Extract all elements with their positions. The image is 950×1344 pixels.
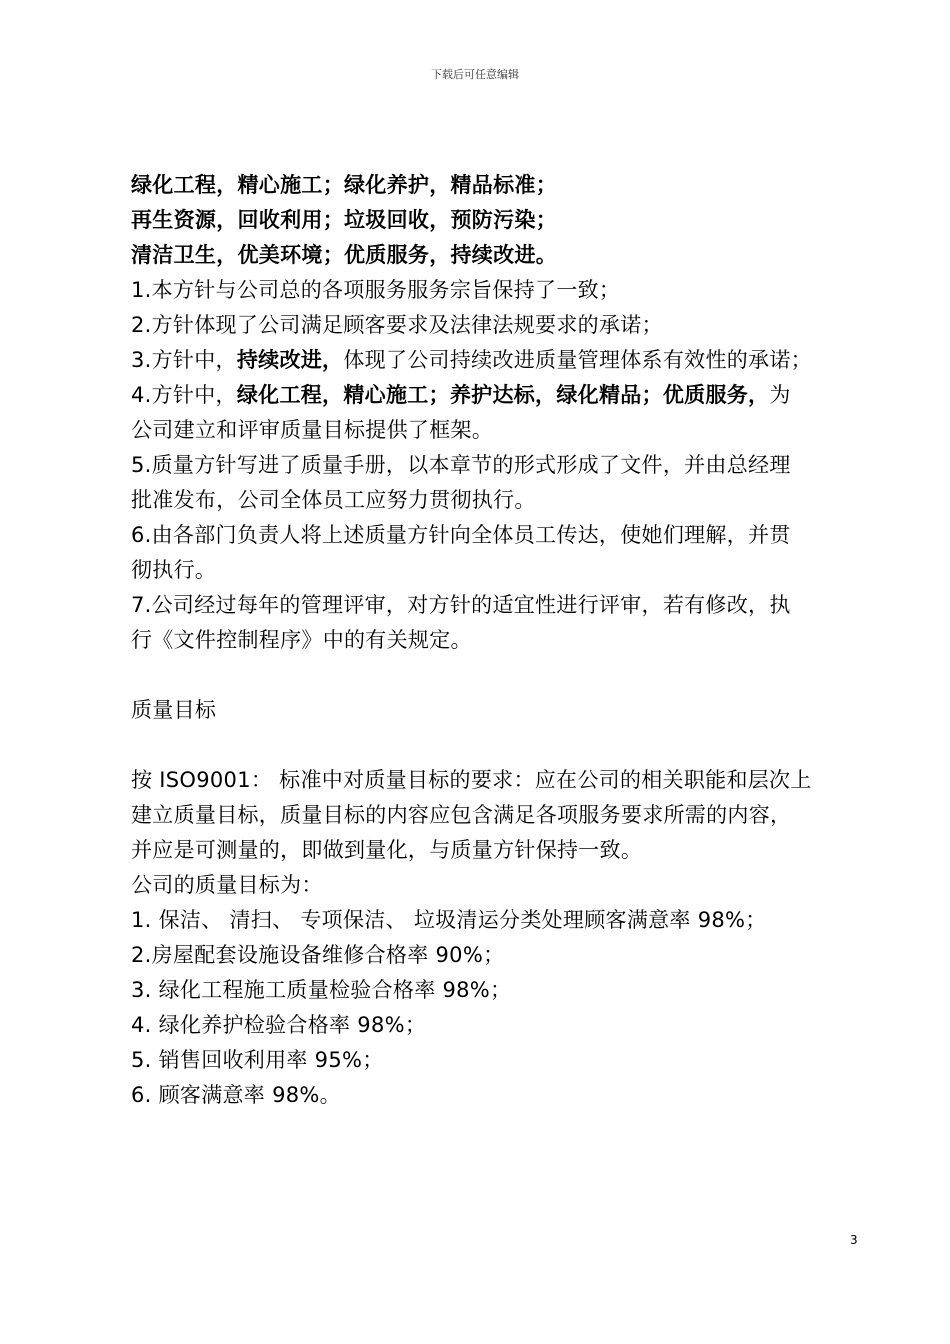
- header-note: 下载后可任意编辑: [431, 68, 519, 81]
- explanation-item-5-continued: 批准发布，公司全体员工应努力贯彻执行。: [131, 488, 536, 512]
- explanation-item-6: 6.由各部门负责人将上述质量方针向全体员工传达，使她们理解，并贯: [131, 523, 791, 547]
- explanation-item-4-emphasis: 绿化工程，精心施工；养护达标，绿化精品；优质服务，: [236, 383, 770, 407]
- explanation-item-3-suffix: 体现了公司持续改进质量管理体系有效性的承诺；: [343, 348, 812, 372]
- spacer: [131, 658, 861, 693]
- objectives-list-title: 公司的质量目标为：: [131, 873, 323, 897]
- explanation-item-4-prefix: 4.方针中，: [131, 383, 237, 407]
- page-number: 3: [850, 1233, 858, 1247]
- explanation-item-3-prefix: 3.方针中，: [131, 348, 237, 372]
- objectives-intro-line-3: 并应是可测量的，即做到量化，与质量方针保持一致。: [131, 838, 643, 862]
- objective-item-1: 1. 保洁、 清扫、 专项保洁、 垃圾清运分类处理顾客满意率 98%；: [131, 908, 767, 932]
- explanation-item-3-emphasis: 持续改进，: [236, 348, 344, 372]
- objectives-intro-line-1: 按 ISO9001： 标准中对质量目标的要求：应在公司的相关职能和层次上: [131, 768, 812, 792]
- objective-item-3: 3. 绿化工程施工质量检验合格率 98%；: [131, 978, 512, 1002]
- explanation-item-2: 2.方针体现了公司满足顾客要求及法律法规要求的承诺；: [131, 313, 663, 337]
- objective-item-2: 2.房屋配套设施设备维修合格率 90%；: [131, 943, 505, 967]
- explanation-item-1: 1.本方针与公司总的各项服务服务宗旨保持了一致；: [131, 278, 621, 302]
- policy-line-3: 清洁卫生，优美环境；优质服务，持续改进。: [131, 243, 557, 267]
- objective-item-5: 5. 销售回收利用率 95%；: [131, 1048, 384, 1072]
- spacer: [131, 728, 861, 763]
- explanation-item-6-continued: 彻执行。: [131, 558, 217, 582]
- document-body: [131, 168, 861, 1113]
- explanation-item-4-continued: 公司建立和评审质量目标提供了框架。: [131, 418, 494, 442]
- objectives-intro-line-2: 建立质量目标，质量目标的内容应包含满足各项服务要求所需的内容，: [131, 803, 792, 827]
- explanation-item-3: [131, 343, 861, 378]
- explanation-item-5: 5.质量方针写进了质量手册，以本章节的形式形成了文件，并由总经理: [131, 453, 791, 477]
- objective-item-6: 6. 顾客满意率 98%。: [131, 1083, 341, 1107]
- policy-line-2: 再生资源，回收利用；垃圾回收，预防污染；: [131, 208, 557, 232]
- explanation-item-7-continued: 行《文件控制程序》中的有关规定。: [131, 628, 472, 652]
- explanation-item-4: [131, 378, 861, 413]
- section-title-quality-objectives: 质量目标: [131, 698, 217, 722]
- explanation-item-4-suffix: 为: [769, 383, 791, 407]
- objective-item-4: 4. 绿化养护检验合格率 98%；: [131, 1013, 427, 1037]
- policy-line-1: 绿化工程，精心施工；绿化养护，精品标准；: [131, 173, 557, 197]
- explanation-item-7: 7.公司经过每年的管理评审，对方针的适宜性进行评审，若有修改，执: [131, 593, 791, 617]
